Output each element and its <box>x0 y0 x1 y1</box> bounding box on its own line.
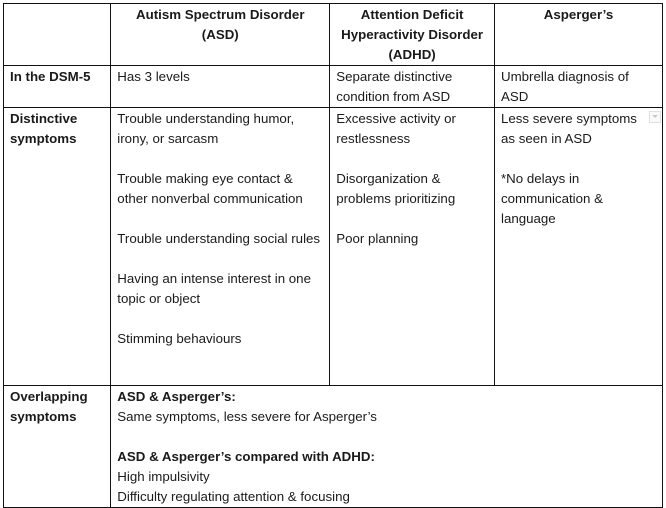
symptom-item: Stimming behaviours <box>117 331 242 346</box>
overlap-heading-2: ASD & Asperger’s compared with ADHD: <box>117 449 375 464</box>
symptom-item: Trouble understanding humor, irony, or sarcasm <box>117 111 295 146</box>
header-asd: Autism Spectrum Disorder (ASD) <box>111 4 330 66</box>
symptom-item: Disorganization & problems prioritizing <box>336 171 456 206</box>
cell-overlapping <box>111 386 663 508</box>
row-label-overlapping: Overlapping symptoms <box>4 386 111 508</box>
cell-distinctive-asd <box>111 108 330 386</box>
table-row-distinctive <box>4 108 663 386</box>
symptom-item: Excessive activity or restlessness <box>336 111 456 146</box>
cell-distinctive-asperger <box>494 108 662 386</box>
overlap-heading-1: ASD & Asperger’s: <box>117 389 236 404</box>
symptom-item: Having an intense interest in one topic or object <box>117 271 311 306</box>
symptom-item: Poor planning <box>336 231 419 246</box>
dropdown-arrow-icon[interactable] <box>649 111 661 123</box>
header-empty <box>4 4 111 66</box>
symptom-item: Trouble making eye contact & other nonverbal communication <box>117 171 303 206</box>
cell-dsm-adhd: Separate distinctive condition from ASD <box>330 66 495 108</box>
table-row-dsm <box>4 66 663 108</box>
cell-dsm-asd: Has 3 levels <box>111 66 330 108</box>
header-row <box>4 4 663 66</box>
header-asperger: Asperger’s <box>494 4 662 66</box>
overlap-item: Difficulty regulating attention & focusing <box>117 489 350 504</box>
comparison-table <box>3 3 663 508</box>
row-label-dsm: In the DSM-5 <box>4 66 111 108</box>
symptom-item: *No delays in communication & language <box>500 171 603 226</box>
header-adhd: Attention Deficit Hyperactivity Disorder (ADHD) <box>330 4 495 66</box>
symptom-item: Less severe symptoms as seen in ASD <box>500 111 637 146</box>
symptom-item: Trouble understanding social rules <box>117 231 321 246</box>
cell-dsm-asperger: Umbrella diagnosis of ASD <box>494 66 662 108</box>
row-label-distinctive: Distinctive symptoms <box>4 108 111 386</box>
overlap-item: High impulsivity <box>117 469 210 484</box>
cell-distinctive-adhd <box>330 108 495 386</box>
overlap-text-1: Same symptoms, less severe for Asperger’s <box>117 409 377 424</box>
table-row-overlapping <box>4 386 663 508</box>
